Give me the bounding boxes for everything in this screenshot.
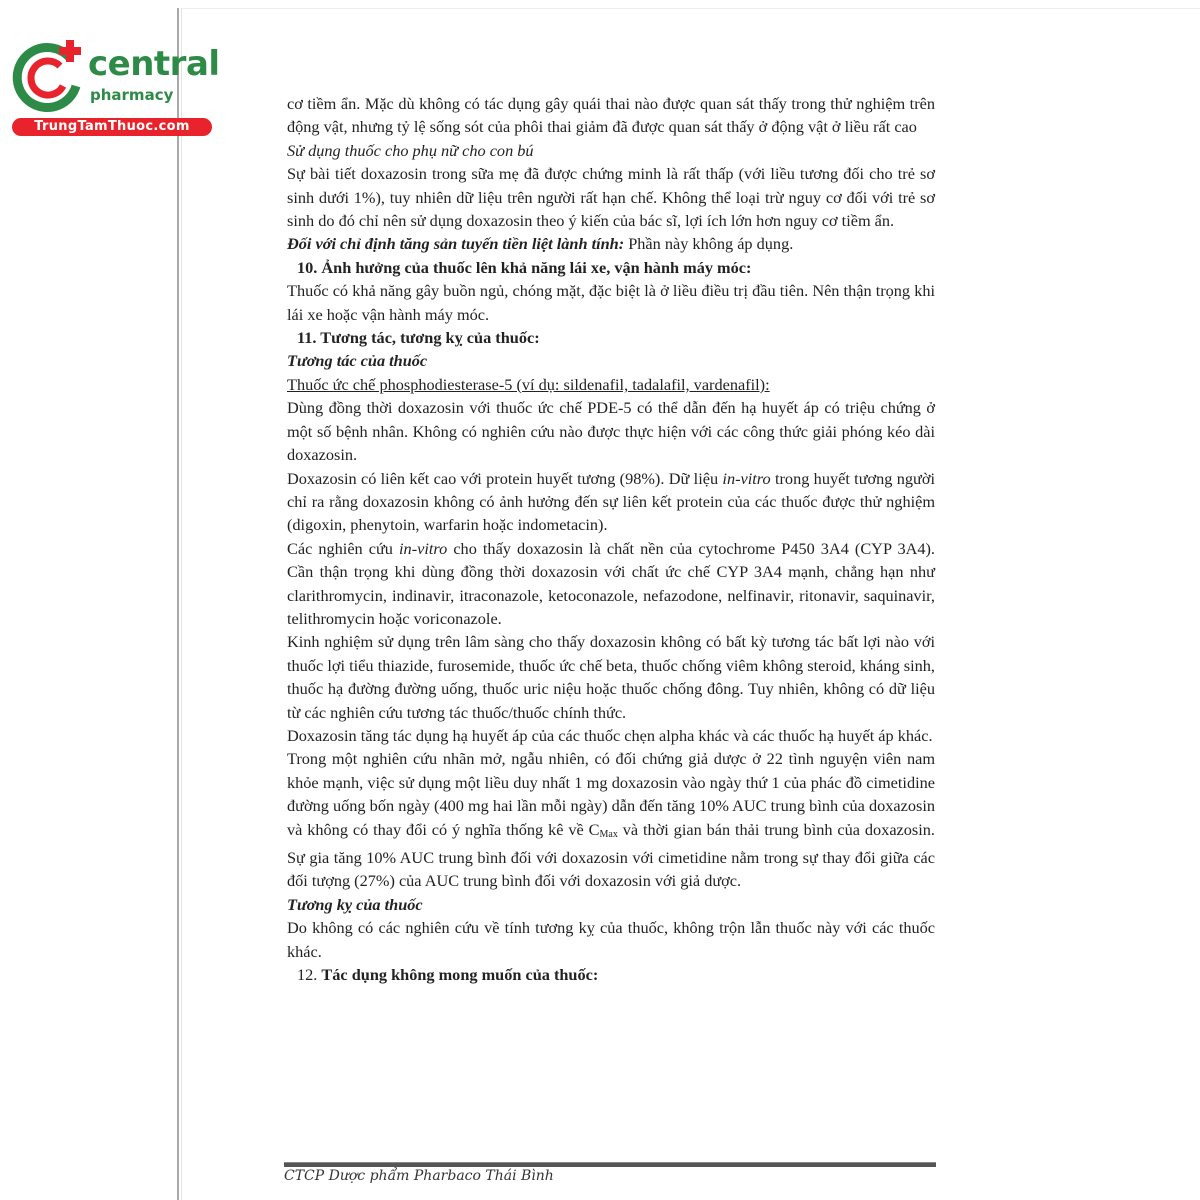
invitro-term-2: in-vitro [399,538,448,558]
study-text-b: và thời gian bán thải trung bình của doxazosin. Sự gia tăng 10% AUC trung bình đối với doxazosin với cimetidine nằm trong sự thay đổi giữa các đối tượng (27%) của AUC trung bình đối với doxazosin với giả dược. [287,819,935,891]
section-12-number: 12. [297,965,322,985]
paragraph-bph [287,232,935,255]
heading-lactation: Sử dụng thuốc cho phụ nữ cho con bú [287,140,534,160]
paragraph-lactation: Sự bài tiết doxazosin trong sữa mẹ đã được chứng minh là rất thấp (với liều tương đối cho trẻ sơ sinh dưới 1%), tuy nhiên dữ liệu trên người rất hạn chế. Không thể loại trừ nguy cơ đối với trẻ sơ sinh do đó chỉ nên sử dụng doxazosin theo ý kiến của bác sĩ, lợi ích lớn hơn nguy cơ tiềm ẩn. [287,164,935,231]
paragraph-driving: Thuốc có khả năng gây buồn ngủ, chóng mặt, đặc biệt là ở liều điều trị đầu tiên. Nên thận trọng khi lái xe hoặc vận hành máy móc. [287,281,935,324]
invitro-term: in-vitro [722,468,771,488]
cyp-text-a: Các nghiên cứu [287,538,400,558]
logo-site-badge: TrungTamThuoc.com [12,118,212,136]
heading-pde5: Thuốc ức chế phosphodiesterase-5 (ví dụ: sildenafil, tadalafil, vardenafil): [287,374,770,394]
page-top-edge [182,8,1200,9]
logo-brand-text: central [88,44,220,84]
page-edge-line [177,8,179,1200]
study-text-a: Trong một nghiên cứu nhãn mở, ngẫu nhiên, có đối chứng giả dược ở 22 tình nguyện viên nam khỏe mạnh, việc sử dụng một liều duy nhất 1 mg doxazosin vào ngày thứ 1 của phác đồ cimetidine đường uống bốn ngày (400 mg hai lần mỗi ngày) dẫn đến tăng 10% AUC trung bình của doxazosin và không có thay đổi có ý nghĩa thống kê về C [287,749,935,839]
central-pharmacy-logo [8,36,220,136]
bph-text: Phần này không áp dụng. [624,234,794,254]
section-12-title: Tác dụng không mong muốn của thuốc: [321,965,599,985]
bph-label: Đối với chỉ định tăng sản tuyến tiền liệt lành tính: [287,234,625,254]
heading-section-11: 11. Tương tác, tương kỵ của thuốc: [297,328,540,348]
heading-incompatibilities: Tương kỵ của thuốc [287,894,423,914]
protein-text-a: Doxazosin có liên kết cao với protein huyết tương (98%). Dữ liệu [287,468,723,488]
heading-section-10: 10. Ảnh hưởng của thuốc lên khả năng lái xe, vận hành máy móc: [297,257,752,277]
paragraph-pde5: Dùng đồng thời doxazosin với thuốc ức chế PDE-5 có thể dẫn đến hạ huyết áp có triệu chứng ở một số bệnh nhân. Không có nghiên cứu nào được thực hiện với các công thức giải phóng kéo dài doxazosin. [287,398,935,465]
paragraph-protein-binding [287,467,935,537]
protein-text-b: trong huyết tương người chỉ ra rằng doxazosin không có ảnh hưởng đến sự liên kết protein của các thuốc được thử nghiệm (digoxin, phenytoin, warfarin hoặc indometacin). [287,468,935,535]
document-body [287,92,935,986]
footer-company: CTCP Dược phẩm Pharbaco Thái Bình [284,1168,554,1184]
logo-mark-icon [10,38,88,116]
paragraph-cimetidine-study [287,747,935,892]
cmax-subscript: Max [599,828,618,840]
paragraph-clinical-experience: Kinh nghiệm sử dụng trên lâm sàng cho thấy doxazosin không có bất kỳ tương tác bất lợi nào với thuốc lợi tiểu thiazide, furosemide, thuốc ức chế beta, thuốc chống viêm không steroid, kháng sinh, thuốc hạ đường đường uống, thuốc uric niệu hoặc thuốc chống đông. Tuy nhiên, không có dữ liệu từ các nghiên cứu tương tác thuốc/thuốc chính thức. [287,632,935,722]
paragraph-cyp3a4 [287,537,935,631]
paragraph-incompatibilities: Do không có các nghiên cứu về tính tương kỵ của thuốc, không trộn lẫn thuốc này với các thuốc khác. [287,918,935,961]
heading-interactions: Tương tác của thuốc [287,351,428,371]
paragraph-alpha-blockers: Doxazosin tăng tác dụng hạ huyết áp của các thuốc chẹn alpha khác và các thuốc hạ huyết áp khác. [287,725,933,745]
heading-section-12 [287,963,935,986]
paragraph-pregnancy-end: cơ tiềm ẩn. Mặc dù không có tác dụng gây quái thai nào được quan sát thấy trong thử nghiệm trên động vật, nhưng tỷ lệ sống sót của phôi thai giảm đã được quan sát thấy ở động vật ở liều rất cao [287,94,935,137]
footer-rule [284,1162,936,1167]
logo-sub-text: pharmacy [90,86,174,104]
cyp-text-b: cho thấy doxazosin là chất nền của cytochrome P450 3A4 (CYP 3A4). Cần thận trọng khi dùng đồng thời doxazosin với chất ức chế CYP 3A4 mạnh, chẳng hạn như clarithromycin, indinavir, itraconazole, ketoconazole, nefazodone, nelfinavir, ritonavir, saquinavir, telithromycin hoặc voriconazole. [287,538,935,628]
page-edge-shadow [181,8,182,1200]
